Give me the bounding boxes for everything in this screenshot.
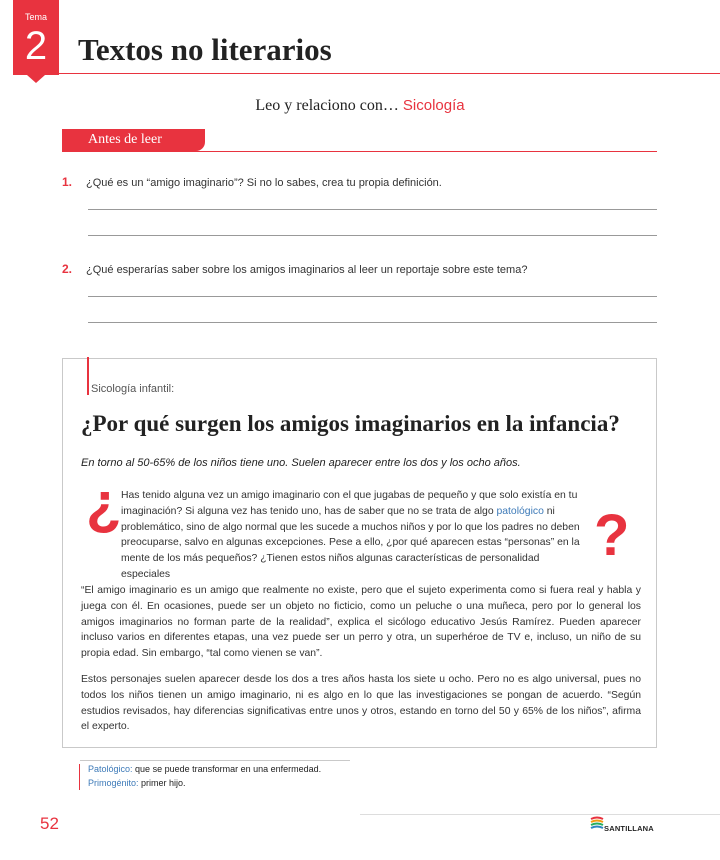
answer-line[interactable]	[88, 296, 657, 297]
glossary	[80, 762, 321, 790]
answer-line[interactable]	[88, 235, 657, 236]
title-divider	[59, 73, 720, 74]
reading-box	[62, 358, 657, 748]
page-title: Textos no literarios	[78, 32, 332, 67]
question-number: 1.	[62, 175, 73, 189]
subheader	[0, 97, 720, 115]
logo-icon	[589, 816, 605, 834]
question-text: ¿Qué esperarías saber sobre los amigos imaginarios al leer un reportaje sobre este tema?	[86, 264, 528, 276]
glossary-definition: que se puede transformar en una enfermedad.	[135, 764, 322, 774]
category-marker	[87, 357, 89, 395]
article-paragraph: “El amigo imaginario es un amigo que realmente no existe, pero que el sujeto experimenta como si fuera real y habla y juega con él. En ocasiones, puede ser un objeto no ficticio, como un peluche o una muñeca, pero por lo general los amigos imaginarios no forman parte de la realidad”, explica el sicólogo educativo Jesús Ramírez. Pueden aparecer incluso varios en diferentes etapas, una vez puede ser un perro y otra, un superhéroe de TV e, incluso, un niño de su propia edad. Sin embargo, “tal como vienen se van”.	[81, 585, 641, 660]
glossary-item	[80, 776, 321, 790]
answer-line[interactable]	[88, 209, 657, 210]
logo-wordmark: SANTILLANA	[604, 824, 654, 833]
subheader-prefix: Leo y relaciono con…	[255, 97, 399, 114]
glossary-term: Patológico:	[88, 764, 133, 774]
question-1	[62, 175, 442, 189]
glossary-item	[80, 762, 321, 776]
page-number: 52	[40, 814, 59, 833]
question-2	[62, 262, 527, 276]
close-question-mark: ?	[594, 503, 630, 568]
article-intro: Has tenido alguna vez un amigo imaginario con el que jugabas de pequeño y que solo existía en tu imaginación? Si alguna vez has tenido uno, has de saber que no se trata de algo patológico ni problemático, sino de algo normal que les sucede a muchos niños y por lo que los padres no deben preocuparse, salvo en algunas excepciones. Pese a ello, ¿por qué aparecen estas “personas” en la mente de los más pequeños? ¿Tienen estos niños algunas características de personalidad especiales	[121, 490, 580, 580]
section-divider	[62, 151, 657, 152]
glossary-divider	[80, 760, 350, 761]
glossary-keyword: patológico	[496, 505, 544, 517]
santillana-logo	[589, 815, 659, 835]
article-paragraph: Estos personajes suelen aparecer desde los dos a tres años hasta los siete u ocho. Pero no es algo universal, pues no todos los niños tienen un amigo imaginario, ni es algo en lo que las investigaciones se pongan de acuerdo. “Según estudios revisados, hay diferencias significativas entre unos y otros, estando en torno del 50 y 65% de los niños”, afirma el experto.	[81, 674, 641, 733]
question-text: ¿Qué es un “amigo imaginario”? Si no lo sabes, crea tu propia definición.	[86, 177, 442, 189]
tema-tab	[13, 0, 59, 75]
subheader-accent: Sicología	[402, 97, 465, 114]
footer-divider	[360, 814, 720, 815]
section-tab: Antes de leer	[62, 129, 205, 151]
glossary-definition: primer hijo.	[141, 778, 186, 788]
open-question-mark: ¿	[86, 471, 122, 536]
glossary-term: Primogénito:	[88, 778, 139, 788]
tema-label: Tema	[24, 12, 47, 22]
answer-line[interactable]	[88, 322, 657, 323]
article-headline: ¿Por qué surgen los amigos imaginarios en la infancia?	[81, 411, 620, 436]
article-lead: En torno al 50-65% de los niños tiene uno. Suelen aparecer entre los dos y los ocho años.	[81, 457, 521, 469]
question-number: 2.	[62, 262, 73, 276]
tema-number: 2	[24, 24, 48, 68]
article-category: Sicología infantil:	[91, 383, 175, 395]
